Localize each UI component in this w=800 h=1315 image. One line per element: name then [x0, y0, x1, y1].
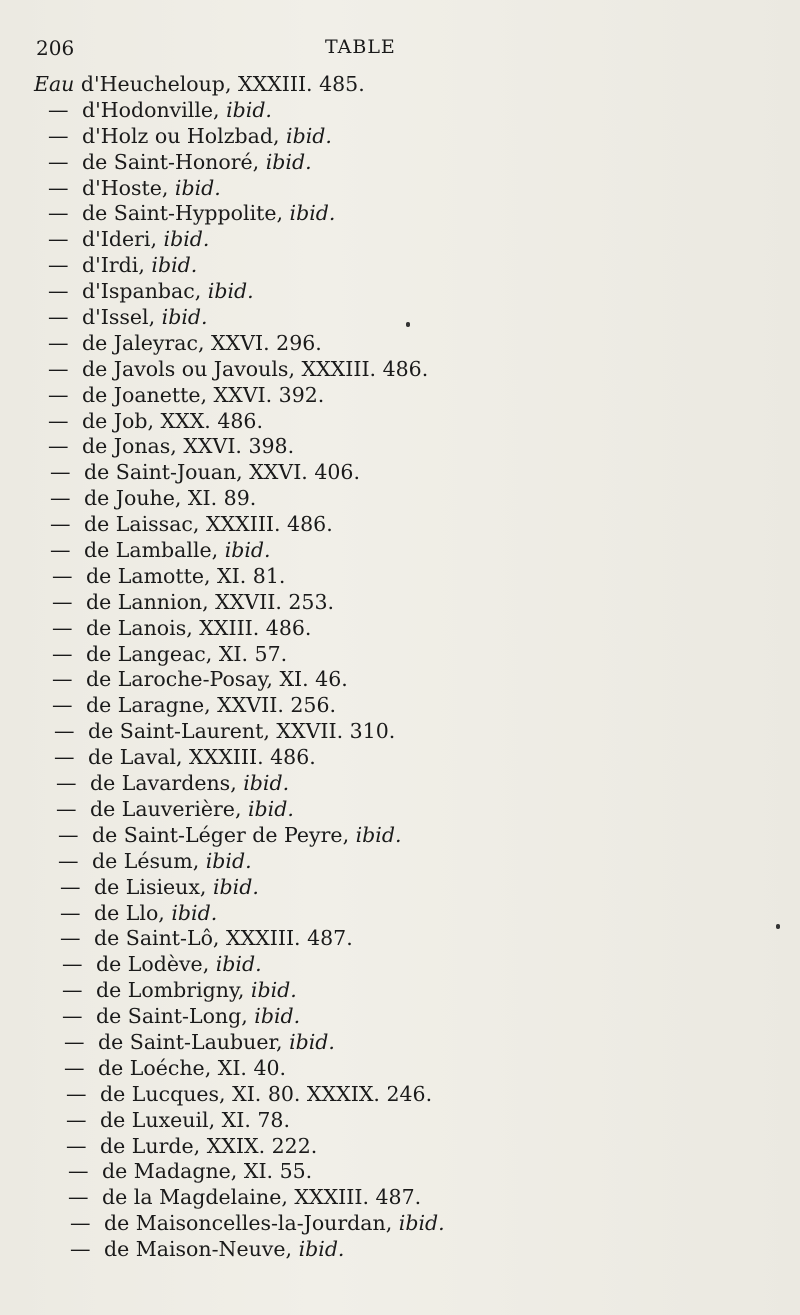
entry-reference: XI. 89. — [187, 486, 257, 511]
entry-reference: XXXIII. 487. — [225, 926, 353, 951]
entry-reference: ibid. — [161, 305, 208, 330]
ditto-dash: — — [48, 253, 69, 278]
entry-reference: ibid. — [212, 874, 259, 899]
index-entry: — de Laragne, XXVII. 256. — [52, 693, 337, 718]
index-entry: — de Jouhe, XI. 89. — [50, 486, 257, 511]
ditto-dash: — — [50, 512, 71, 537]
entry-reference: XXXIII. 485. — [237, 72, 365, 96]
entry-name: d'Ideri — [82, 227, 151, 252]
ditto-dash: — — [48, 123, 69, 148]
entry-reference: ibid. — [224, 538, 271, 563]
entry-reference: XXVI. 398. — [183, 434, 295, 459]
entry-name: de Langeac — [86, 641, 206, 666]
index-entry: — de Llo, ibid. — [60, 900, 218, 925]
entry-reference: XXVI. 406. — [249, 460, 360, 485]
ditto-dash: — — [56, 771, 77, 796]
index-entry: — de Lamballe, ibid. — [50, 538, 271, 563]
entry-name: de Luxeuil — [100, 1107, 209, 1132]
ink-spot — [406, 322, 410, 327]
index-entry: — de Job, XXX. 486. — [48, 408, 263, 433]
index-entry: — de Luxeuil, XI. 78. — [66, 1107, 290, 1132]
entry-name: d'Ispanbac — [82, 279, 195, 304]
ditto-dash: — — [66, 1133, 87, 1158]
ditto-dash: — — [70, 1211, 91, 1236]
entry-reference: XXXIII. 486. — [205, 512, 333, 537]
entry-reference: XXVII. 310. — [276, 719, 396, 744]
entry-name: de Joanette — [82, 382, 201, 407]
index-entry: — de la Magdelaine, XXXIII. 487. — [68, 1185, 422, 1210]
entry-reference: XXIX. 222. — [206, 1133, 318, 1158]
entry-name: de Laval — [88, 745, 176, 770]
entry-name: de Lanois — [86, 615, 187, 640]
entry-name: de Saint-Lô — [94, 926, 213, 951]
entry-reference: ibid. — [286, 123, 332, 148]
entry-name: d'Issel — [82, 305, 149, 330]
entry-name: de Jouhe — [84, 486, 175, 511]
ditto-dash: — — [48, 279, 69, 304]
entry-reference: ibid. — [174, 175, 221, 200]
index-entry: — de Jonas, XXVI. 398. — [48, 434, 295, 459]
entry-name: d'Heucheloup — [80, 72, 225, 96]
entry-reference: XXVII. 256. — [217, 693, 337, 718]
entry-name: d'Hoste — [82, 175, 162, 200]
entry-reference: XI. 81. — [217, 563, 286, 588]
ditto-dash: — — [48, 201, 69, 226]
entry-reference: XI. 78. — [221, 1107, 290, 1132]
entry-name: de Saint-Jouan — [84, 460, 237, 485]
index-entry: — de Saint-Lô, XXXIII. 487. — [60, 926, 353, 951]
entry-reference: ibid. — [398, 1211, 445, 1236]
entry-reference: ibid. — [226, 97, 272, 122]
ditto-dash: — — [48, 149, 69, 174]
index-entry: — de Saint-Laubuer, ibid. — [64, 1029, 335, 1054]
index-entry: — de Laval, XXXIII. 486. — [54, 745, 316, 770]
entry-name: de Laissac — [84, 512, 193, 537]
entry-reference: XI. 40. — [217, 1055, 287, 1080]
entry-reference: ibid. — [207, 279, 254, 304]
entry-reference: ibid. — [205, 848, 252, 873]
entry-reference: ibid. — [215, 952, 262, 977]
entry-name: de Saint-Honoré — [82, 149, 253, 174]
index-entry: — de Laroche-Posay, XI. 46. — [52, 667, 348, 692]
index-entry: — d'Ispanbac, ibid. — [48, 279, 254, 304]
entry-name: de Laroche-Posay — [86, 667, 267, 692]
index-entry: — de Saint-Jouan, XXVI. 406. — [50, 460, 360, 485]
entry-reference: XXVII. 253. — [215, 589, 335, 614]
entry-reference: ibid. — [298, 1237, 345, 1262]
ditto-dash: — — [48, 356, 69, 381]
entry-name: de Laragne — [86, 693, 205, 718]
index-entry: — de Lisieux, ibid. — [60, 874, 259, 899]
index-entry: — de Jaleyrac, XXVI. 296. — [48, 330, 322, 355]
entry-reference: ibid. — [243, 771, 290, 796]
entry-name: de Lauverière — [90, 796, 235, 821]
entry-name: de Lavardens — [90, 771, 231, 796]
ditto-dash: — — [60, 874, 81, 899]
entry-reference: ibid. — [289, 201, 336, 226]
entry-reference: XXVI. 392. — [213, 382, 325, 407]
index-entry: — d'Ideri, ibid. — [48, 227, 210, 252]
index-entry: — d'Holz ou Holzbad, ibid. — [48, 123, 332, 148]
index-entry: — de Saint-Laurent, XXVII. 310. — [54, 719, 396, 744]
entry-reference: XXXIII. 486. — [189, 745, 316, 770]
entry-name: de Jaleyrac — [82, 330, 198, 355]
index-entry: — d'Hodonville, ibid. — [48, 97, 272, 122]
index-entry: — de Javols ou Javouls, XXXIII. 486. — [48, 356, 429, 381]
entry-name: de Javols ou Javouls — [82, 356, 289, 381]
ditto-dash: — — [48, 175, 69, 200]
index-entry: — de Lannion, XXVII. 253. — [52, 589, 335, 614]
index-entry: — de Maisoncelles-la-Jourdan, ibid. — [70, 1211, 445, 1236]
entry-reference: ibid. — [289, 1029, 335, 1054]
ditto-dash: — — [62, 978, 83, 1003]
index-entry: — d'Hoste, ibid. — [48, 175, 221, 200]
page-number: 206 — [36, 36, 75, 60]
ditto-dash: — — [58, 848, 79, 873]
entry-lead-word: Eau — [34, 72, 75, 96]
ditto-dash: — — [58, 822, 79, 847]
ditto-dash: — — [52, 641, 73, 666]
ditto-dash: — — [52, 563, 73, 588]
running-title: TABLE — [325, 36, 396, 58]
ditto-dash: — — [50, 460, 71, 485]
ditto-dash: — — [48, 382, 69, 407]
entry-name: de Lombrigny — [96, 978, 238, 1003]
ditto-dash: — — [68, 1185, 89, 1210]
ditto-dash: — — [52, 589, 73, 614]
index-entry: — de Lombrigny, ibid. — [62, 978, 297, 1003]
entry-name: de Llo — [94, 900, 159, 925]
ditto-dash: — — [52, 667, 73, 692]
index-entry: — de Madagne, XI. 55. — [68, 1159, 313, 1184]
entry-name: d'Holz ou Holzbad — [82, 123, 273, 148]
entry-name: de la Magdelaine — [102, 1185, 282, 1210]
ditto-dash: — — [48, 97, 69, 122]
entry-reference: ibid. — [254, 1004, 301, 1029]
ditto-dash: — — [50, 538, 71, 563]
entry-name: de Lamballe — [84, 538, 212, 563]
ditto-dash: — — [56, 796, 77, 821]
index-entry: — de Lanois, XXIII. 486. — [52, 615, 312, 640]
index-entry: — de Lurde, XXIX. 222. — [66, 1133, 318, 1158]
entry-name: de Saint-Long — [96, 1004, 242, 1029]
entry-reference: XXX. 486. — [160, 408, 263, 433]
entry-name: de Saint-Laurent — [88, 719, 264, 744]
entry-reference: ibid. — [355, 822, 402, 847]
index-entry: — de Lavardens, ibid. — [56, 771, 290, 796]
entry-name: de Lamotte — [86, 563, 204, 588]
page-header — [0, 36, 800, 62]
index-entry: — de Lauverière, ibid. — [56, 796, 294, 821]
entry-name: de Lésum — [92, 848, 193, 873]
entry-name: de Saint-Laubuer — [98, 1029, 277, 1054]
ditto-dash: — — [52, 693, 73, 718]
entry-name: de Maison-Neuve — [104, 1237, 286, 1262]
entry-name: d'Hodonville — [82, 97, 214, 122]
entry-name: de Lodève — [96, 952, 203, 977]
index-entry: — de Langeac, XI. 57. — [52, 641, 288, 666]
ditto-dash: — — [48, 408, 69, 433]
index-entry: — de Loéche, XI. 40. — [64, 1055, 287, 1080]
ditto-dash: — — [48, 330, 69, 355]
ditto-dash: — — [68, 1159, 89, 1184]
index-entry: — de Joanette, XXVI. 392. — [48, 382, 325, 407]
ditto-dash: — — [62, 952, 83, 977]
entry-name: de Saint-Hyppolite — [82, 201, 277, 226]
index-entry: — de Lucques, XI. 80. XXXIX. 246. — [66, 1081, 433, 1106]
entry-reference: ibid. — [248, 796, 294, 821]
ditto-dash: — — [64, 1055, 85, 1080]
index-entry: — de Saint-Hyppolite, ibid. — [48, 201, 336, 226]
entry-reference: XXIII. 486. — [199, 615, 312, 640]
entry-name: de Jonas — [82, 434, 171, 459]
ditto-dash: — — [52, 615, 73, 640]
index-entry: — de Laissac, XXXIII. 486. — [50, 512, 333, 537]
entry-name: de Lurde — [100, 1133, 194, 1158]
entry-name: de Lucques — [100, 1081, 220, 1106]
ditto-dash: — — [70, 1237, 91, 1262]
entry-reference: XXVI. 296. — [211, 330, 322, 355]
entry-reference: XI. 46. — [279, 667, 348, 692]
ditto-dash: — — [54, 745, 75, 770]
ink-spot — [776, 924, 780, 929]
ditto-dash: — — [62, 1004, 83, 1029]
entry-reference: XI. 55. — [243, 1159, 313, 1184]
ditto-dash: — — [66, 1081, 87, 1106]
ditto-dash: — — [64, 1029, 85, 1054]
entry-name: d'Irdi — [82, 253, 139, 278]
entry-reference: XXXIII. 487. — [294, 1185, 422, 1210]
ditto-dash: — — [60, 900, 81, 925]
entry-reference: XXXIII. 486. — [301, 356, 429, 381]
index-entry: — de Saint-Honoré, ibid. — [48, 149, 312, 174]
entry-reference: ibid. — [151, 253, 198, 278]
entry-name: de Lannion — [86, 589, 203, 614]
index-entry-list — [34, 72, 754, 1263]
ditto-dash: — — [48, 305, 69, 330]
entry-reference: ibid. — [163, 227, 210, 252]
ditto-dash: — — [54, 719, 75, 744]
entry-name: de Maisoncelles-la-Jourdan — [104, 1211, 386, 1236]
ditto-dash: — — [48, 227, 69, 252]
ditto-dash: — — [48, 434, 69, 459]
ditto-dash: — — [66, 1107, 87, 1132]
entry-reference: XI. 57. — [218, 641, 288, 666]
ditto-dash: — — [60, 926, 81, 951]
ditto-dash: — — [50, 486, 71, 511]
entry-name: de Loéche — [98, 1055, 205, 1080]
entry-reference: ibid. — [265, 149, 312, 174]
index-entry: — de Lamotte, XI. 81. — [52, 563, 286, 588]
entry-name: de Saint-Léger de Peyre — [92, 822, 343, 847]
index-entry: — de Maison-Neuve, ibid. — [70, 1237, 345, 1262]
index-entry: — de Lodève, ibid. — [62, 952, 262, 977]
index-entry: — de Saint-Long, ibid. — [62, 1004, 301, 1029]
index-entry: — d'Irdi, ibid. — [48, 253, 198, 278]
entry-reference: ibid. — [171, 900, 218, 925]
entry-reference: ibid. — [250, 978, 297, 1003]
index-entry: Eau d'Heucheloup, XXXIII. 485. — [34, 72, 365, 96]
index-entry: — de Lésum, ibid. — [58, 848, 252, 873]
entry-name: de Lisieux — [94, 874, 200, 899]
entry-name: de Job — [82, 408, 148, 433]
entry-reference: XI. 80. XXXIX. 246. — [232, 1081, 433, 1106]
entry-name: de Madagne — [102, 1159, 231, 1184]
index-entry: — d'Issel, ibid. — [48, 305, 208, 330]
index-entry: — de Saint-Léger de Peyre, ibid. — [58, 822, 402, 847]
